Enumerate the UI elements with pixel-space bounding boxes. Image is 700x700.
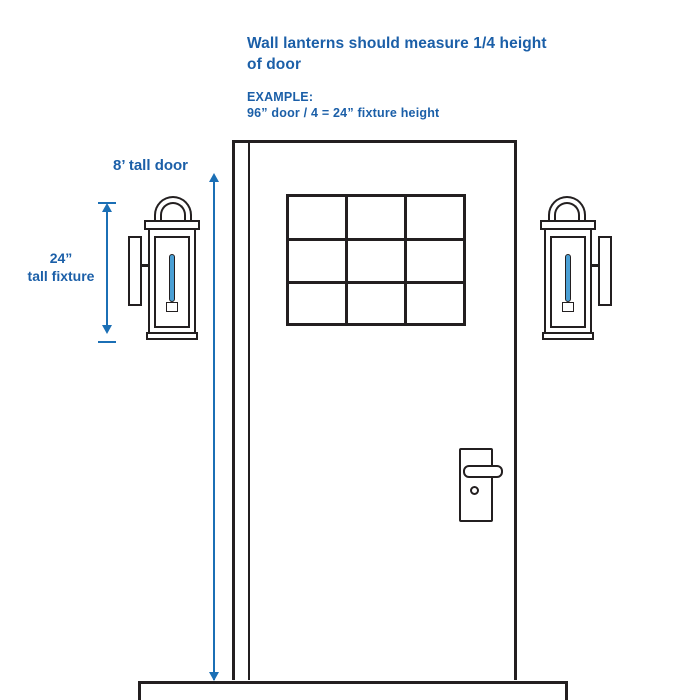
wall-lantern-left: [118, 196, 206, 356]
lantern-bulb: [565, 254, 571, 302]
fixture-height-arrow-top: [102, 203, 112, 212]
door-keyhole: [470, 486, 479, 495]
door-height-arrow-top: [209, 173, 219, 182]
example-calculation: 96” door / 4 = 24” fixture height: [247, 106, 440, 120]
door-inner-edge: [248, 140, 250, 680]
fixture-height-dimension-line: [106, 210, 108, 332]
headline-text: Wall lanterns should measure 1/4 height of door: [247, 35, 547, 73]
window-mullion-horizontal-1: [289, 238, 463, 241]
door-threshold: [138, 681, 568, 700]
door-window: [286, 194, 466, 326]
door-handle-lever: [463, 465, 503, 478]
fixture-height-arrow-bottom: [102, 325, 112, 334]
door-height-arrow-bottom: [209, 672, 219, 681]
window-mullion-vertical-1: [345, 197, 348, 323]
fixture-height-value: 24”: [49, 250, 73, 266]
window-mullion-horizontal-2: [289, 281, 463, 284]
wall-lantern-right: [534, 196, 622, 356]
door-height-label: 8’ tall door: [113, 157, 189, 174]
lantern-bulb: [169, 254, 175, 302]
lantern-bulb-base: [562, 302, 574, 312]
window-mullion-vertical-2: [404, 197, 407, 323]
fixture-height-tick-bottom: [98, 341, 116, 343]
lantern-bulb-base: [166, 302, 178, 312]
lantern-backplate: [598, 236, 612, 306]
lantern-backplate: [128, 236, 142, 306]
lantern-foot: [542, 332, 594, 340]
fixture-height-tick-top: [98, 202, 116, 204]
fixture-height-unit: tall fixture: [27, 268, 95, 284]
door-handle-plate: [459, 448, 493, 522]
example-label: EXAMPLE:: [247, 90, 314, 104]
door-height-dimension-line: [213, 180, 215, 680]
lantern-foot: [146, 332, 198, 340]
fixture-height-label: [14, 249, 108, 285]
